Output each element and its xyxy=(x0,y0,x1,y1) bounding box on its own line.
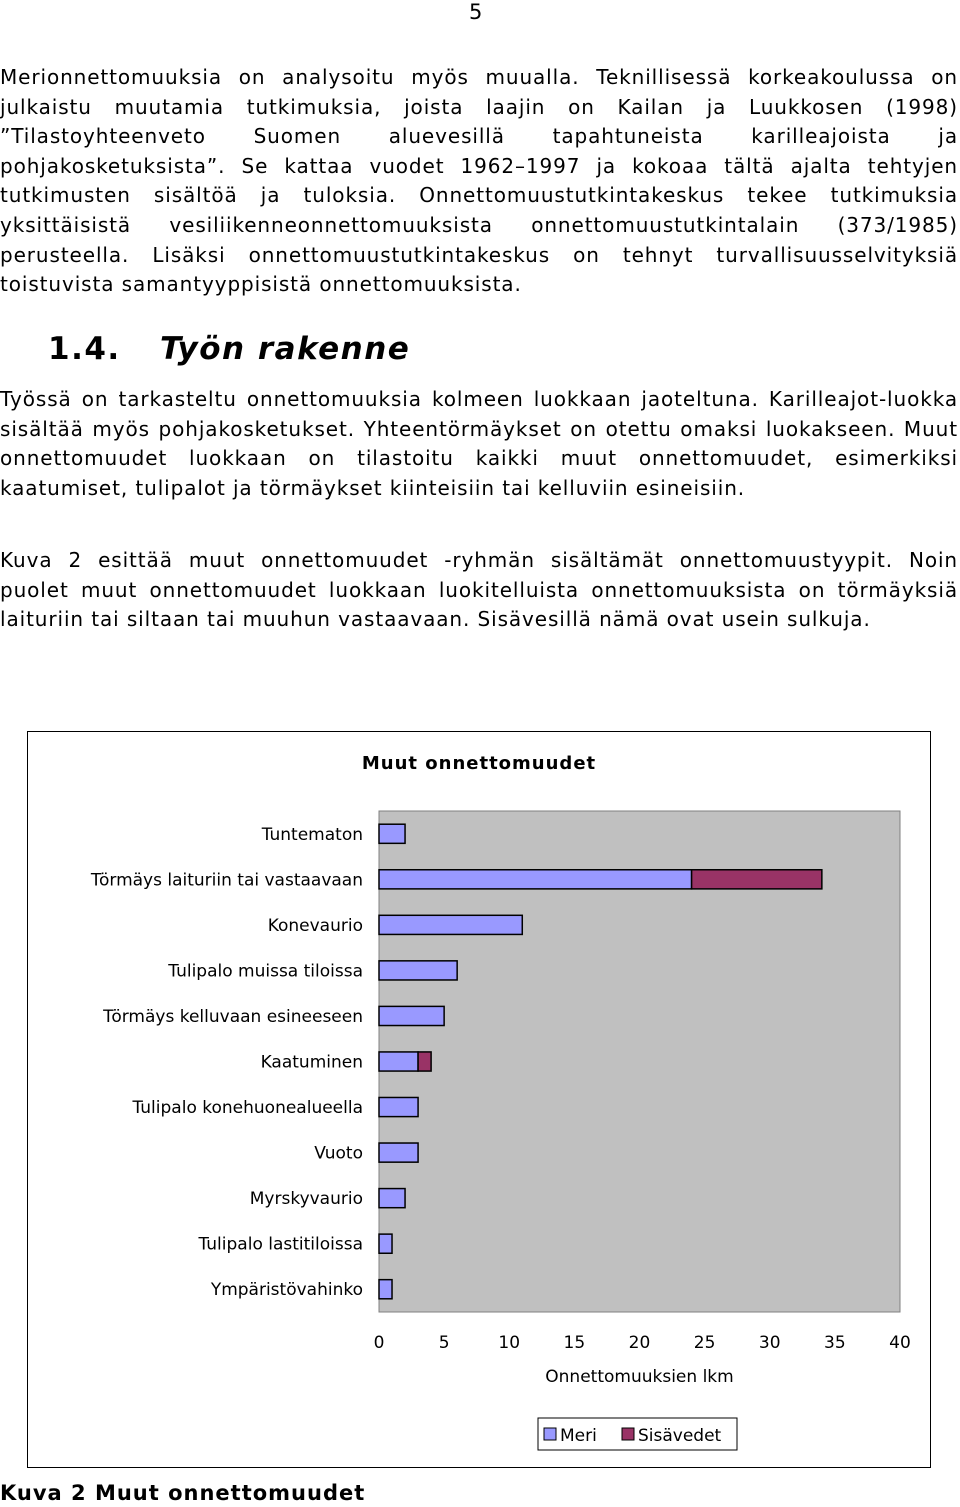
x-tick-label: 25 xyxy=(693,1333,716,1353)
bar-meri xyxy=(379,1052,418,1071)
category-label: Myrskyvaurio xyxy=(249,1189,363,1210)
bar-sisavedet xyxy=(692,870,822,889)
x-tick-label: 35 xyxy=(824,1333,846,1353)
x-tick-label: 15 xyxy=(563,1333,586,1353)
bar-meri xyxy=(379,1280,392,1299)
category-label: Törmäys kelluvaan esineeseen xyxy=(103,1006,363,1027)
x-tick-label: 10 xyxy=(498,1333,521,1353)
section-heading xyxy=(48,331,410,367)
category-label: Tuntematon xyxy=(261,824,363,845)
x-tick-label: 0 xyxy=(373,1333,385,1353)
category-label: Ympäristövahinko xyxy=(210,1280,363,1301)
figure-intro-paragraph: Kuva 2 esittää muut onnettomuudet -ryhmän sisältämät onnettomuustyypit. Noin puolet muut onnettomuudet luokkaan luokitelluista onnettomuuksista on törmäyksiä laituriin tai siltaan tai muuhun vastaavaan. Sisävesillä nämä ovat usein sulkuja. xyxy=(0,548,958,632)
bar-meri xyxy=(379,824,405,843)
bar-sisavedet xyxy=(418,1052,431,1071)
bar-meri xyxy=(379,1006,444,1025)
bar-meri xyxy=(379,1143,418,1162)
category-label: Kaatuminen xyxy=(260,1052,363,1073)
x-tick-label: 30 xyxy=(758,1333,781,1353)
bar-meri xyxy=(379,1097,418,1116)
legend-swatch xyxy=(622,1428,634,1440)
bar-meri xyxy=(379,1189,405,1208)
category-label: Konevaurio xyxy=(267,915,363,936)
x-tick-label: 20 xyxy=(628,1333,651,1353)
section-number: 1.4. xyxy=(48,331,121,367)
category-label: Tulipalo lastitiloissa xyxy=(198,1234,363,1255)
bar-meri xyxy=(379,961,457,980)
page-number: 5 xyxy=(469,0,483,24)
legend-label: Meri xyxy=(560,1426,597,1446)
bar-meri xyxy=(379,870,692,889)
legend-swatch xyxy=(544,1428,556,1440)
legend-label: Sisävedet xyxy=(638,1426,722,1446)
category-label: Vuoto xyxy=(314,1143,363,1164)
bar-meri xyxy=(379,915,522,934)
x-tick-label: 40 xyxy=(889,1333,911,1353)
x-tick-label: 5 xyxy=(438,1333,450,1353)
structure-paragraph: Työssä on tarkasteltu onnettomuuksia kolmeen luokkaan jaoteltuna. Karilleajot-luokka sisältää myös pohjakosketukset. Yhteentörmäykset on otettu omaksi luokakseen. Muut onnettomuudet luokkaan on tilastoitu kaikki muut onnettomuudet, esimerkiksi kaatumiset, tulipalot ja törmäykset kiinteisiin tai kelluviin esineisiin. xyxy=(0,387,958,500)
chart-title: Muut onnettomuudet xyxy=(361,753,597,774)
bar-meri xyxy=(379,1234,392,1253)
x-axis-label: Onnettomuuksien lkm xyxy=(545,1367,734,1387)
figure-caption: Kuva 2 Muut onnettomuudet xyxy=(0,1481,366,1505)
section-title: Työn rakenne xyxy=(160,331,411,367)
category-label: Tulipalo konehuonealueella xyxy=(132,1098,363,1119)
category-label: Törmäys laituriin tai vastaavaan xyxy=(90,870,363,891)
category-label: Tulipalo muissa tiloissa xyxy=(168,961,363,982)
chart-frame xyxy=(27,731,931,1468)
intro-paragraph: Merionnettomuuksia on analysoitu myös muualla. Teknillisessä korkeakoulussa on julkaistu muutamia tutkimuksia, joista laajin on Kailan ja Luukkosen (1998) ”Tilastoyhteenveto Suomen aluevesillä tapahtuneista karilleajoista ja pohjakosketuksista”. Se kattaa vuodet 1962–1997 ja kokoaa tältä ajalta tehtyjen tutkimusten sisältöä ja tuloksia. Onnettomuustutkintakeskus tekee tutkimuksia yksittäisistä vesiliikenneonnettomuuksista onnettomuustutkintalain (373/1985) perusteella. Lisäksi onnettomuustutkintakeskus on tehnyt turvallisuusselvityksiä toistuvista samantyyppisistä onnettomuuksista. xyxy=(0,65,958,297)
bar-chart xyxy=(28,732,930,1467)
